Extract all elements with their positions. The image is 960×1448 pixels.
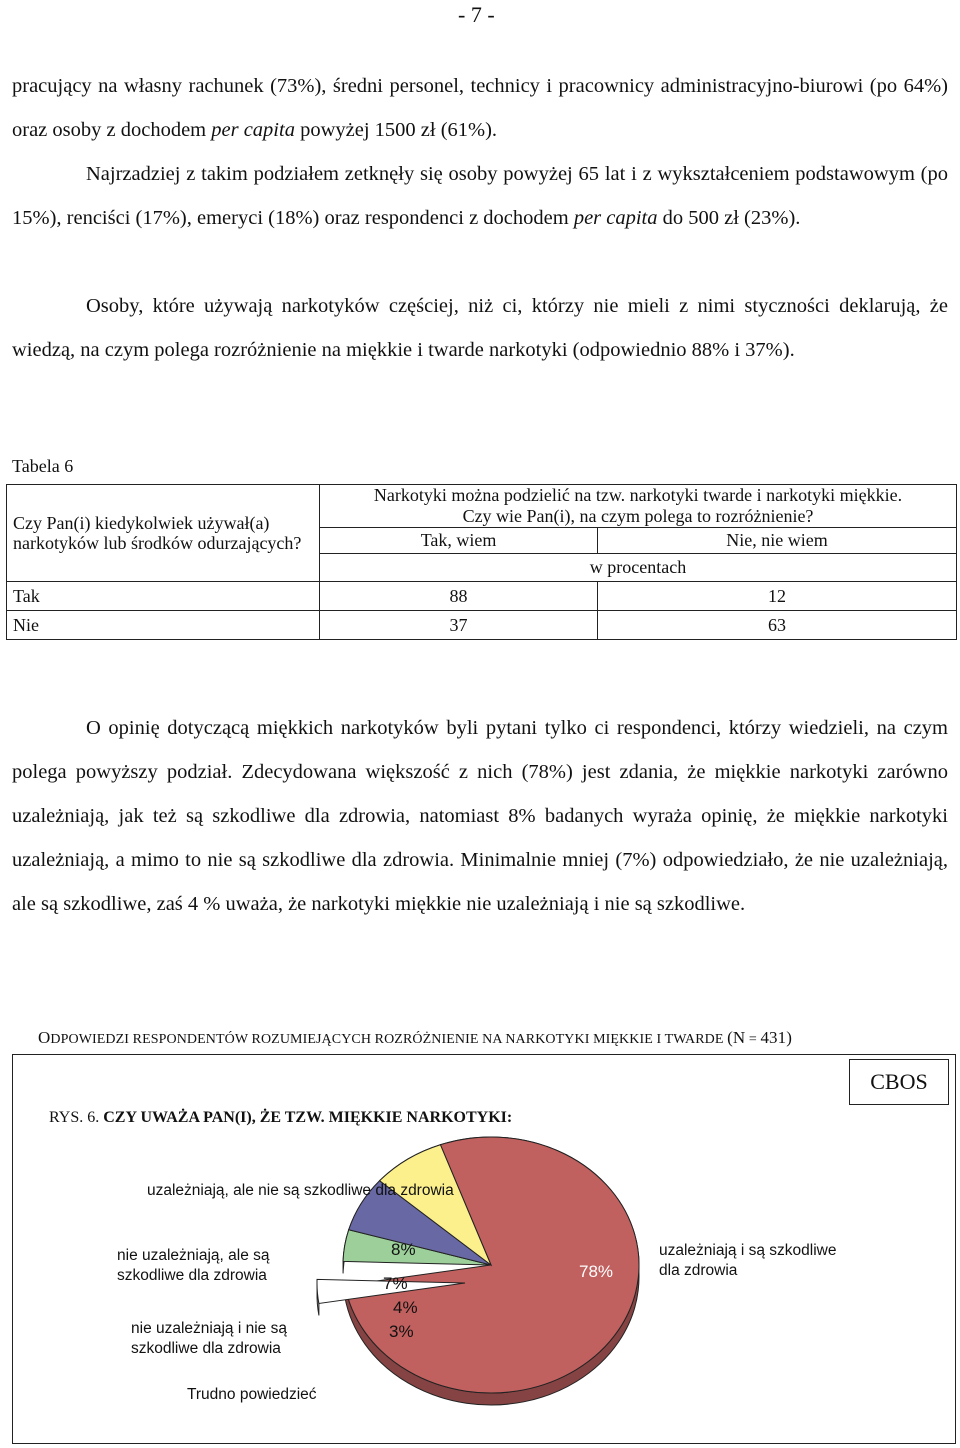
table-row — [7, 611, 957, 640]
row-value: 88 — [320, 582, 598, 611]
table-row — [7, 582, 957, 611]
row-value: 37 — [320, 611, 598, 640]
callout-label-slice-0: uzależniają i są szkodliwe dla zdrowia — [659, 1242, 837, 1279]
table-question: Czy Pan(i) kiedykolwiek używał(a) narkotyków lub środków odurzających? — [7, 485, 320, 582]
section-heading — [38, 1028, 792, 1048]
text-run: pracujący na własny rachunek (73%), średni personel, technicy i pracownicy administracyjno-biurowi (po 64%) oraz osoby z dochodem — [12, 75, 948, 141]
heading-run: 431) — [760, 1028, 793, 1047]
heading-run: O — [38, 1028, 51, 1047]
row-value: 12 — [598, 582, 957, 611]
paragraph-2 — [12, 152, 948, 240]
text-run: per capita — [573, 207, 658, 229]
pie-value-label: 7% — [383, 1274, 408, 1293]
text-run: Najrzadziej z takim podziałem zetknęły się osoby powyżej 65 lat i z wykształceniem podstawowym (po 15%), renciści (17%), emeryci (18%) oraz respondenci z dochodem — [12, 163, 948, 229]
row-label: Nie — [7, 611, 320, 640]
table-header-line-2: Czy wie Pan(i), na czym polega to rozróżnienie? — [462, 506, 814, 526]
text-run: do 500 zł (23%). — [657, 207, 801, 229]
pie-value-label: 78% — [579, 1262, 614, 1281]
table-header-line-1: Narkotyki można podzielić na tzw. narkotyki twarde i narkotyki miękkie. — [373, 485, 903, 505]
heading-run: (N — [727, 1028, 746, 1047]
figure-box — [12, 1054, 956, 1444]
callout-label-slice-4: Trudno powiedzieć — [187, 1386, 317, 1403]
heading-run: DPOWIEDZI RESPONDENTÓW ROZUMIEJĄCYCH ROZRÓŻNIENIE NA NARKOTYKI MIĘKKIE I TWARDE — [50, 1032, 728, 1047]
pie-value-label: 8% — [391, 1240, 416, 1259]
cbos-source-box: CBOS — [849, 1059, 949, 1105]
text-run: per capita — [211, 119, 295, 141]
text-run: O opinię dotyczącą miękkich narkotyków byli pytani tylko ci respondenci, którzy wiedzieli, na czym polega powyższy podział. Zdecydowana większość z nich (78%) jest zdania, że miękkie narkotyki zarówno uzależniają, jak też są szkodliwe dla zdrowia, natomiast 8% badanych wyraża opinię, że miękkie narkotyki uzależniają, a mimo to nie są szkodliwe dla zdrowia. Minimalnie mniej (7%) odpowiedziało, że nie uzależniają, ale są szkodliwe, zaś 4 % uważa, że narkotyki miękkie nie uzależniają i nie są szkodliwe. — [12, 717, 948, 915]
paragraph-4 — [12, 706, 948, 926]
row-value: 63 — [598, 611, 957, 640]
paragraph-3 — [12, 284, 948, 372]
callout-label-slice-3: nie uzależniają i nie są szkodliwe dla zdrowia — [131, 1320, 287, 1357]
pie-value-label: 3% — [389, 1322, 414, 1341]
callout-label-slice-2: nie uzależniają, ale są szkodliwe dla zdrowia — [117, 1247, 270, 1284]
heading-run: = — [745, 1032, 761, 1047]
text-run: Osoby, które używają narkotyków częściej, niż ci, którzy nie mieli z nimi styczności deklarują, że wiedzą, na czym polega rozróżnienie na miękkie i twarde narkotyki (odpowiednio 88% i 37%). — [12, 295, 948, 361]
page-number: - 7 - — [458, 2, 495, 27]
col-header-nie: Nie, nie wiem — [598, 528, 957, 554]
row-label: Tak — [7, 582, 320, 611]
col-header-tak: Tak, wiem — [320, 528, 598, 554]
figure-title-prefix: RYS. 6. — [49, 1109, 100, 1126]
data-table — [6, 484, 957, 640]
pie-value-label: 4% — [393, 1298, 418, 1317]
table-caption: Tabela 6 — [12, 456, 74, 476]
text-run: powyżej 1500 zł (61%). — [294, 119, 498, 141]
figure-title-text: CZY UWAŻA PAN(I), ŻE TZW. MIĘKKIE NARKOTYKI: — [103, 1109, 513, 1126]
table-header — [320, 485, 957, 528]
paragraph-1 — [12, 64, 948, 152]
callout-label-slice-1: uzależniają, ale nie są szkodliwe dla zdrowia — [147, 1182, 454, 1199]
table-unit: w procentach — [320, 554, 957, 582]
